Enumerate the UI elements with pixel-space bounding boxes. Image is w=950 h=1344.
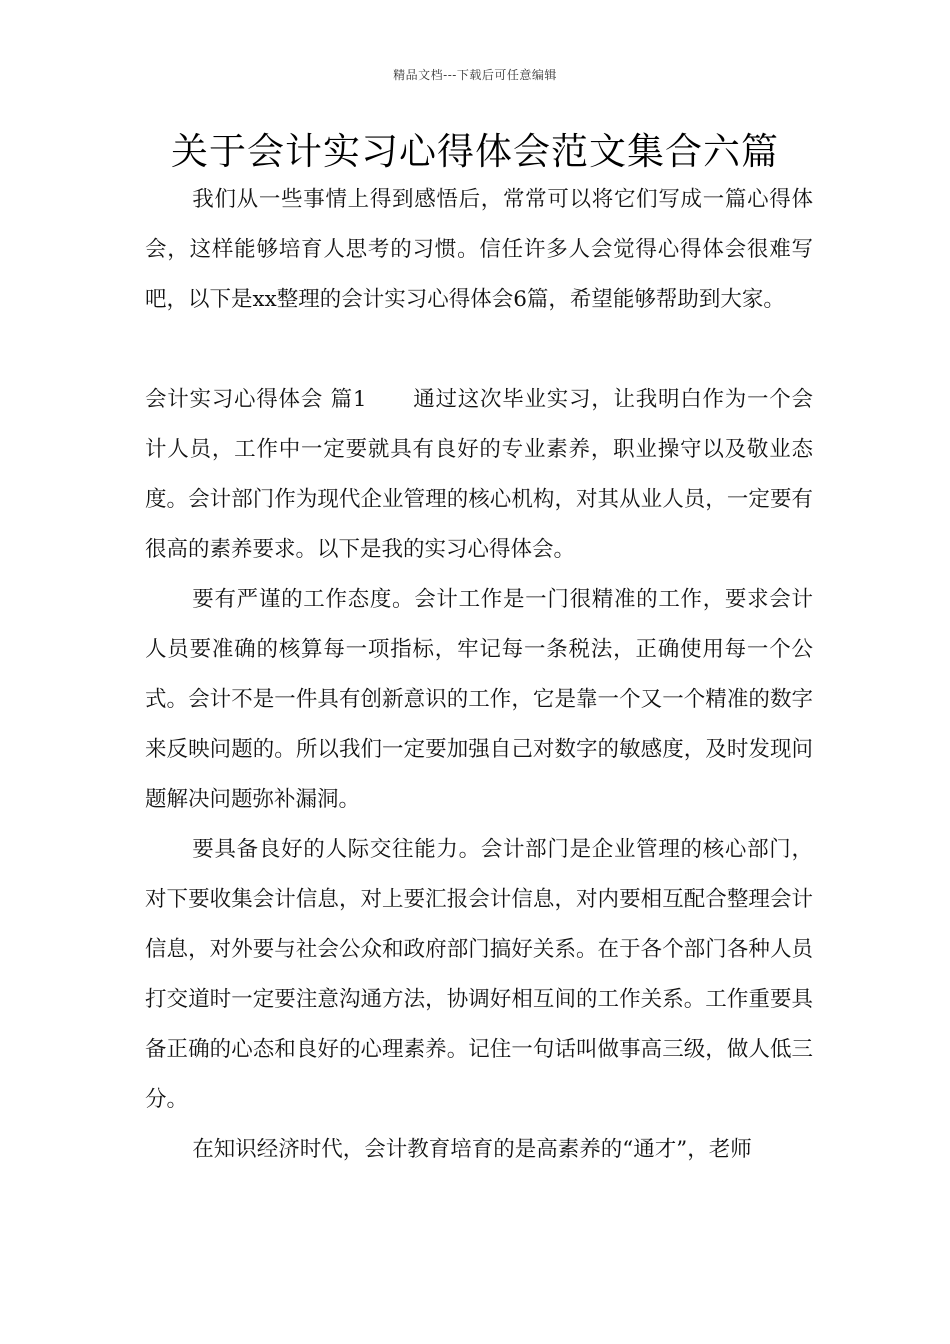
intro-paragraph: 我们从一些事情上得到感悟后，常常可以将它们写成一篇心得体会，这样能够培育人思考的习惯。信任许多人会觉得心得体会很难写吧，以下是xx整理的会计实习心得体会6篇，希望能够帮助到大家。 (145, 187, 813, 312)
document-title: 关于会计实习心得体会范文集合六篇 (171, 130, 779, 173)
paragraph-spacer (145, 325, 813, 375)
section-1-paragraph (145, 375, 813, 575)
header-note: 精品文档---下载后可任意编辑 (393, 68, 557, 82)
body-paragraph-communication: 要具备良好的人际交往能力。会计部门是企业管理的核心部门，对下要收集会计信息，对上要汇报会计信息，对内要相互配合整理会计信息，对外要与社会公众和政府部门搞好关系。在于各个部门各种人员打交道时一定要注意沟通方法，协调好相互间的工作关系。工作重要具备正确的心态和良好的心理素养。记住一句话叫做事高三级，做人低三分。 (145, 837, 813, 1112)
document-body (145, 175, 813, 1175)
body-paragraph-knowledge: 在知识经济时代，会计教育培育的是高素养的“通才”，老师 (192, 1137, 752, 1162)
section-1-label: 会计实习心得体会 篇1 (145, 387, 367, 412)
section-1-lead: 通过这次毕业实习，让我明白作为一个会计人员，工作中一定要就具有良好的专业素养，职业操守以及敬业态度。会计部门作为现代企业管理的核心机构，对其从业人员，一定要有很高的素养要求。以下是我的实习心得体会。 (145, 387, 813, 562)
body-paragraph-attitude: 要有严谨的工作态度。会计工作是一门很精准的工作，要求会计人员要准确的核算每一项指标，牢记每一条税法，正确使用每一个公式。会计不是一件具有创新意识的工作，它是靠一个又一个精准的数字来反映问题的。所以我们一定要加强自己对数字的敏感度，及时发现问题解决问题弥补漏洞。 (145, 587, 813, 812)
